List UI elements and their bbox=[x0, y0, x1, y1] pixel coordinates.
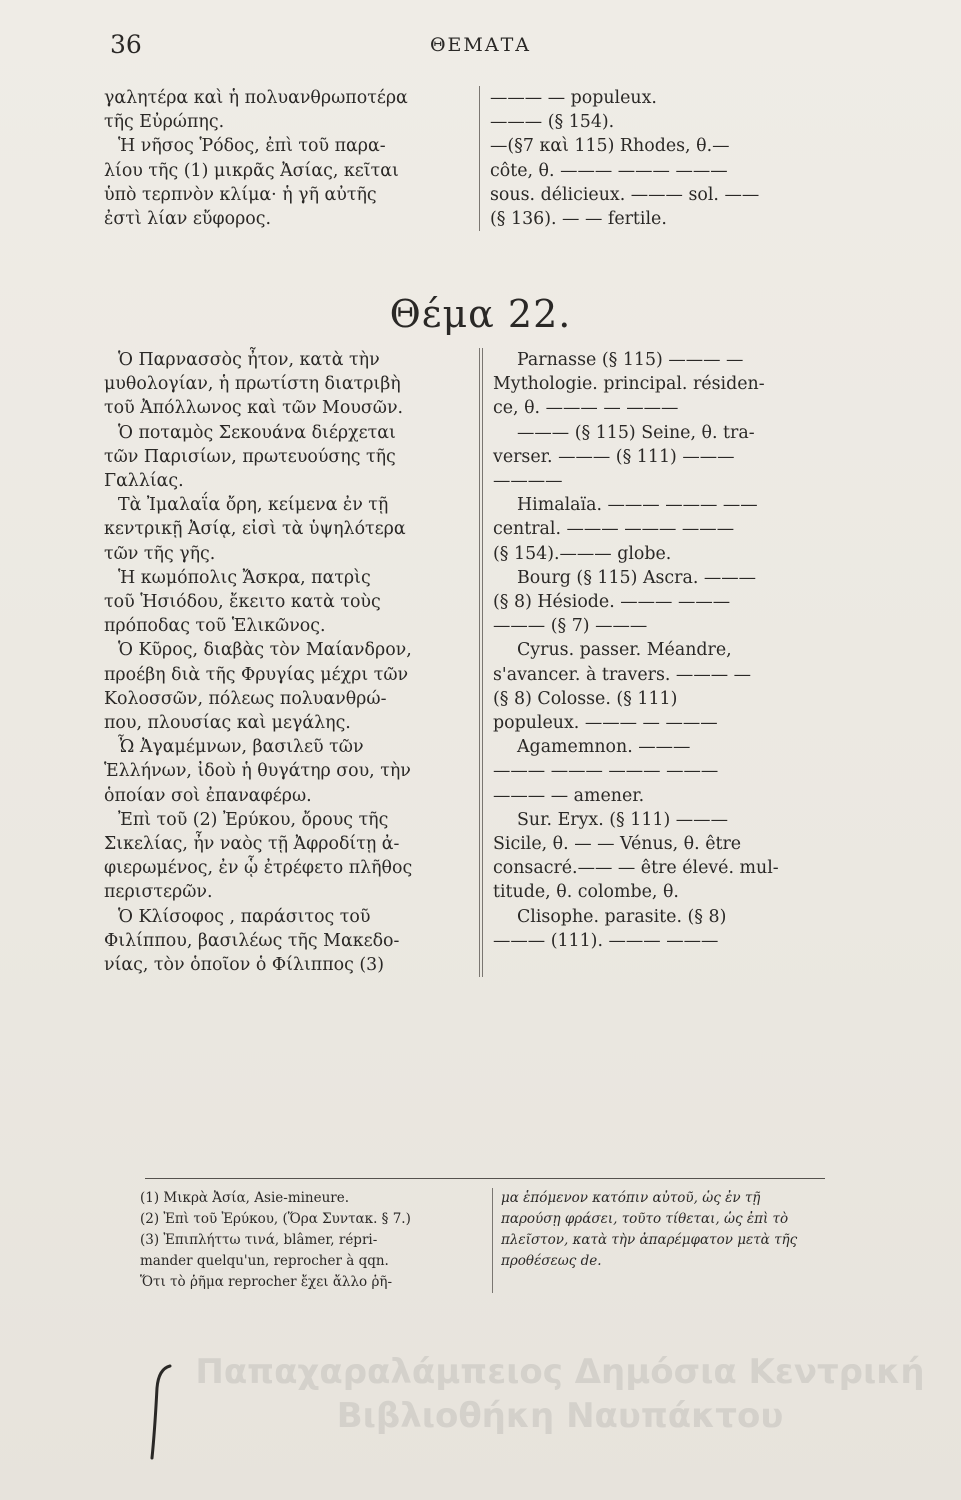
greek-line: Ὁ Κῦρος, διαβὰς τὸν Μαίανδρον, bbox=[118, 640, 412, 661]
french-line: Mythologie. principal. résiden- bbox=[493, 374, 765, 395]
french-line: ——— ——— ——— ——— bbox=[493, 761, 719, 782]
footnote-line: πλεῖστον, κατὰ τὴν ἀπαρέμφατον μετὰ τῆς bbox=[501, 1232, 798, 1248]
greek-line: προέβη διὰ τῆς Φρυγίας μέχρι τῶν bbox=[104, 664, 409, 685]
greek-line: Ἡ κωμόπολις Ἄσκρα, πατρὶς bbox=[118, 567, 371, 588]
handwritten-mark bbox=[140, 1362, 180, 1462]
theme-title: Θέμα 22. bbox=[389, 292, 572, 336]
greek-line: τοῦ Ἀπόλλωνος καὶ τῶν Μουσῶν. bbox=[104, 398, 404, 419]
greek-line: Κολοσσῶν, πόλεως πολυανθρώ- bbox=[104, 688, 387, 709]
greek-line: Ὦ Ἀγαμέμνων, βασιλεῦ τῶν bbox=[118, 737, 364, 758]
greek-line: που, πλουσίας καὶ μεγάλης. bbox=[104, 713, 351, 734]
footnote-line: (2) Ἐπὶ τοῦ Ἐρύκου, (Ὅρα Συντακ. § 7.) bbox=[140, 1211, 411, 1227]
french-line bbox=[493, 953, 904, 977]
greek-paragraph bbox=[104, 638, 463, 735]
french-line: (§ 136). — — fertile. bbox=[490, 209, 667, 230]
running-title: ΘΕΜΑΤΑ bbox=[429, 34, 532, 56]
footnote-line: μα ἑπόμενον κατόπιν αὐτοῦ, ὡς ἐν τῇ bbox=[501, 1190, 761, 1206]
greek-line: ἐστὶ λίαν εὔφορος. bbox=[104, 209, 272, 230]
greek-line: τῶν Παρισίων, πρωτευούσης τῆς bbox=[104, 446, 396, 467]
main-section bbox=[104, 348, 904, 977]
french-group bbox=[493, 638, 904, 735]
french-line: Sur. Eryx. (§ 111) ——— bbox=[517, 809, 728, 830]
greek-line: Σικελίας, ἦν ναὸς τῇ Ἀφροδίτῃ ἀ- bbox=[104, 834, 400, 855]
greek-line: κεντρικῇ Ἀσίᾳ, εἰσὶ τὰ ὑψηλότερα bbox=[104, 519, 406, 540]
french-group bbox=[493, 493, 904, 566]
greek-line: Ἡ νῆσος Ῥόδος, ἐπὶ τοῦ παρα- bbox=[118, 136, 386, 157]
french-line: —(§7 καὶ 115) Rhodes, θ.— bbox=[490, 136, 730, 157]
greek-line: λίου τῆς (1) μικρᾶς Ἀσίας, κεῖται bbox=[104, 160, 399, 181]
greek-paragraph bbox=[104, 735, 463, 808]
footnotes-right-column bbox=[492, 1188, 860, 1293]
french-line: Agamemnon. ——— bbox=[517, 737, 691, 758]
footnote-line: (1) Μικρὰ Ἀσία, Asie-mineure. bbox=[140, 1190, 350, 1206]
french-line: ——— — amener. bbox=[493, 785, 645, 806]
french-line: Parnasse (§ 115) ——— — bbox=[517, 350, 744, 370]
footnote-line: Ὅτι τὸ ῥῆμα reprocher ἔχει ἄλλο ῥῆ- bbox=[140, 1274, 393, 1290]
greek-paragraph bbox=[104, 808, 463, 905]
top-section bbox=[104, 86, 904, 231]
french-group bbox=[493, 566, 904, 639]
french-line: ——— (111). ——— ——— bbox=[493, 930, 719, 951]
french-line: Cyrus. passer. Méandre, bbox=[517, 640, 732, 661]
footnote-separator bbox=[145, 1178, 825, 1179]
footnote-line: παρούσῃ φράσει, τοῦτο τίθεται, ὡς ἐπὶ τὸ bbox=[501, 1211, 789, 1227]
greek-line: τοῦ Ἡσιόδου, ἔκειτο κατὰ τοὺς bbox=[104, 592, 381, 613]
greek-line: μυθολογίαν, ἡ πρωτίστη διατριβὴ bbox=[104, 374, 401, 395]
french-line: Clisophe. parasite. (§ 8) bbox=[517, 906, 727, 927]
french-line: central. ——— ——— ——— bbox=[493, 519, 735, 540]
greek-paragraph bbox=[104, 566, 463, 639]
greek-paragraph bbox=[104, 493, 463, 566]
french-line: (§ 8) Hésiode. ——— ——— bbox=[493, 592, 731, 613]
greek-line: περιστερῶν. bbox=[104, 882, 213, 903]
greek-text-column bbox=[104, 348, 479, 977]
page-number: 36 bbox=[110, 30, 142, 59]
french-vocabulary-column bbox=[479, 86, 904, 231]
french-line: ——— (§ 115) Seine, θ. tra- bbox=[517, 422, 755, 443]
french-line: s'avancer. à travers. ——— — bbox=[493, 664, 752, 685]
french-line: ce, θ. ——— — ——— bbox=[493, 398, 679, 419]
greek-paragraph bbox=[104, 348, 463, 421]
greek-line: νίας, τὸν ὁποῖον ὁ Φίλιππος (3) bbox=[104, 955, 385, 976]
french-line: côte, θ. ——— ——— ——— bbox=[490, 160, 728, 181]
greek-line: Φιλίππου, βασιλέως τῆς Μακεδο- bbox=[104, 930, 400, 951]
greek-paragraph bbox=[104, 421, 463, 494]
french-line: Bourg (§ 115) Ascra. ——— bbox=[517, 567, 757, 588]
french-group bbox=[493, 735, 904, 808]
greek-line: ὑπὸ τερπνὸν κλίμα· ἡ γῆ αὐτῆς bbox=[104, 184, 377, 205]
greek-line: γαλητέρα καὶ ἡ πολυανθρωποτέρα bbox=[104, 88, 408, 108]
greek-line: Ὁ ποταμὸς Σεκουάνα διέρχεται bbox=[118, 422, 396, 443]
greek-line: Ὁ Κλίσοφος , παράσιτος τοῦ bbox=[118, 906, 371, 927]
french-line: verser. ——— (§ 111) ——— bbox=[493, 446, 735, 467]
french-group bbox=[493, 421, 904, 494]
french-line: ——— — populeux. bbox=[490, 88, 657, 108]
french-group bbox=[493, 905, 904, 978]
french-line: ——— (§ 7) ——— bbox=[493, 616, 648, 637]
footnote-line: mander quelqu'un, reprocher à qqn. bbox=[140, 1253, 389, 1269]
french-line: (§ 154).——— globe. bbox=[493, 543, 672, 564]
greek-line: τῆς Εὐρώπης. bbox=[104, 112, 225, 133]
greek-line: φιερωμένος, ἐν ᾧ ἐτρέφετο πλῆθος bbox=[104, 858, 413, 879]
french-line: consacré.—— — être élevé. mul- bbox=[493, 858, 779, 879]
footnote-line: (3) Ἐπιπλήττω τινά, blâmer, répri- bbox=[140, 1232, 378, 1248]
library-watermark-line-1: Παπαχαραλάμπειος Δημόσια Κεντρική bbox=[195, 1352, 925, 1392]
page-header bbox=[0, 30, 961, 64]
footnotes bbox=[140, 1188, 860, 1293]
greek-line: Γαλλίας. bbox=[104, 471, 184, 492]
french-line: titude, θ. colombe, θ. bbox=[493, 882, 679, 903]
french-line: ——— (§ 154). bbox=[490, 112, 615, 133]
greek-line: Ἐπὶ τοῦ (2) Ἐρύκου, ὄρους τῆς bbox=[118, 809, 389, 830]
french-line: ———— bbox=[493, 471, 563, 492]
french-line: Himalaïa. ——— ——— —— bbox=[517, 495, 758, 516]
greek-line: πρόποδας τοῦ Ἑλικῶνος. bbox=[104, 616, 326, 637]
french-line: populeux. ——— — ——— bbox=[493, 713, 718, 734]
greek-paragraph bbox=[104, 905, 463, 978]
french-vocabulary-column bbox=[479, 348, 904, 977]
french-line: (§ 8) Colosse. (§ 111) bbox=[493, 688, 678, 709]
french-group bbox=[493, 348, 904, 421]
greek-line: Τὰ Ἰμαλαΐα ὄρη, κείμενα ἐν τῇ bbox=[118, 495, 389, 516]
greek-line: ὁποίαν σοὶ ἐπαναφέρω. bbox=[104, 785, 312, 806]
footnote-line: προθέσεως de. bbox=[501, 1253, 602, 1269]
greek-line: Ἑλλήνων, ἰδοὺ ἡ θυγάτηρ σου, τὴν bbox=[104, 761, 411, 782]
footnotes-left-column bbox=[140, 1188, 492, 1293]
greek-line: Ὁ Παρνασσὸς ἦτον, κατὰ τὴν bbox=[118, 350, 380, 370]
french-line: sous. délicieux. ——— sol. —— bbox=[490, 184, 760, 205]
greek-line: τῶν τῆς γῆς. bbox=[104, 543, 216, 564]
french-line: Sicile, θ. — — Vénus, θ. être bbox=[493, 834, 742, 855]
french-group bbox=[493, 808, 904, 905]
library-watermark-line-2: Βιβλιοθήκη Ναυπάκτου bbox=[336, 1396, 784, 1436]
greek-text-column bbox=[104, 86, 479, 231]
